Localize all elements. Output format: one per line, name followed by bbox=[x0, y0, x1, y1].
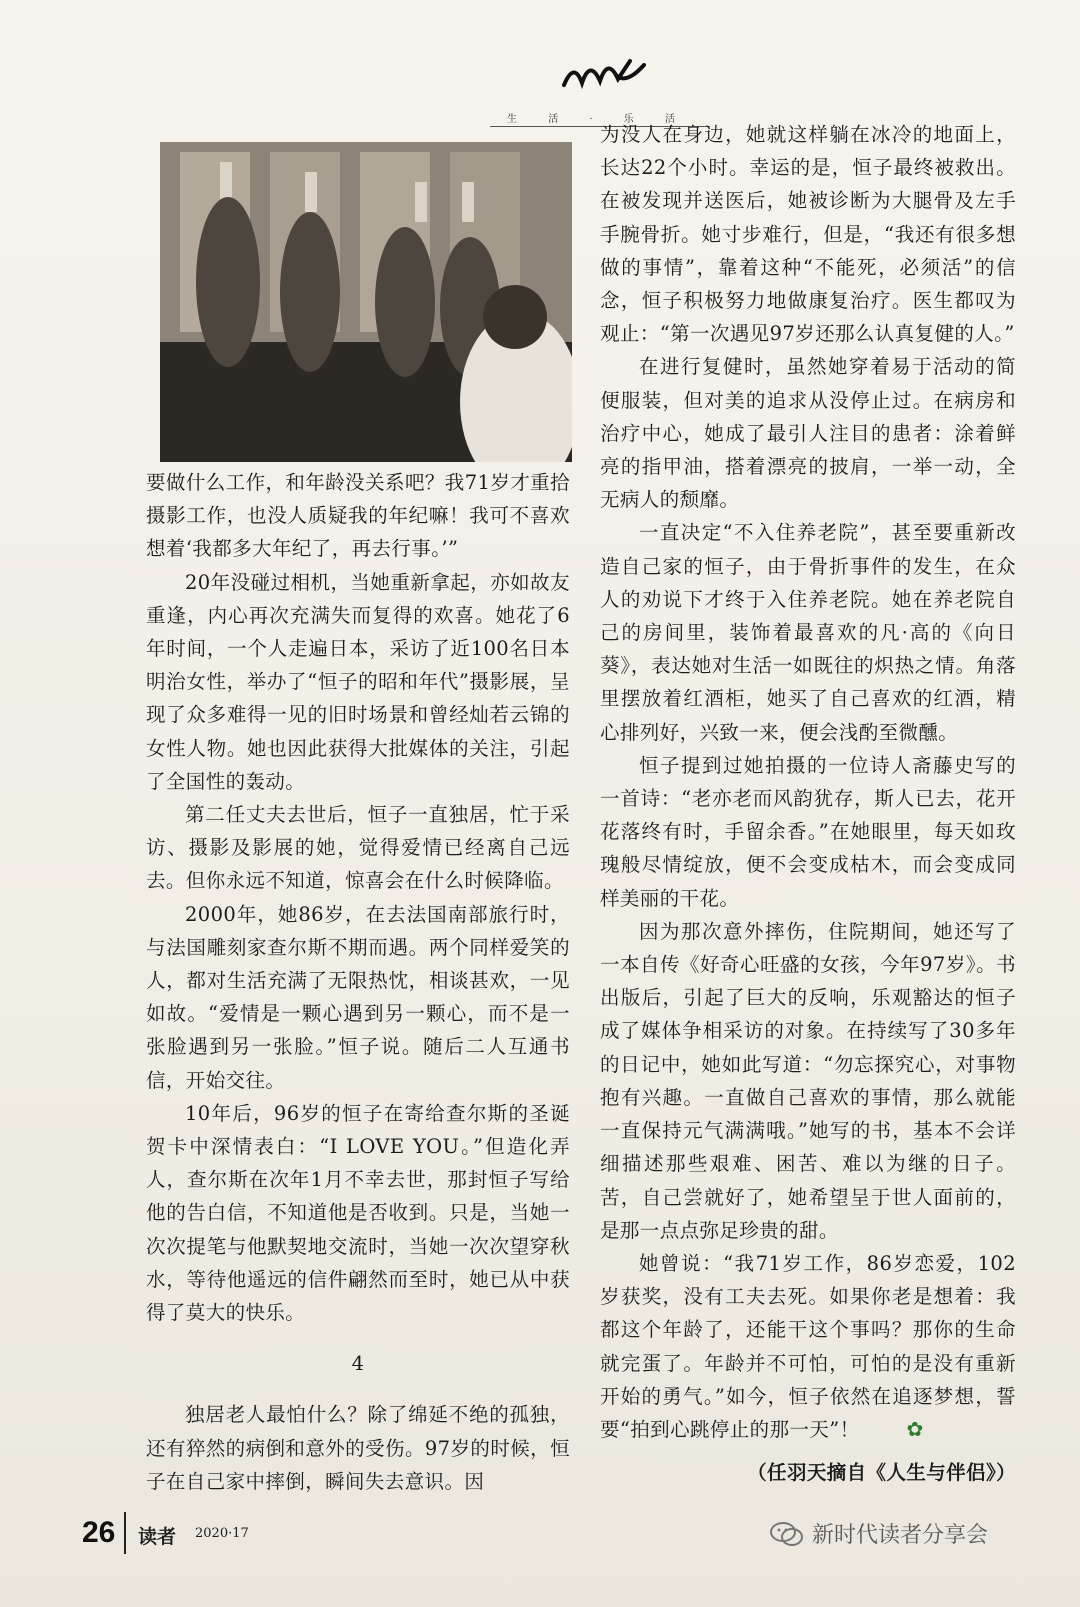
paragraph: 为没人在身边，她就这样躺在冰冷的地面上，长达22个小时。幸运的是，恒子最终被救出。在被发现并送医后，她被诊断为大腿骨及左手手腕骨折。她寸步难行，但是，“我还有很多想做的事情”，靠着这种“不能死，必须活”的信念，恒子积极努力地做康复治疗。医生都叹为观止：“第一次遇见97岁还那么认真复健的人。” bbox=[600, 123, 1016, 346]
column-tag: 生 活 · 乐 活 bbox=[507, 114, 689, 125]
article-photo bbox=[160, 142, 572, 462]
watermark bbox=[770, 1518, 988, 1549]
issue-number: 2020·17 bbox=[195, 1526, 249, 1541]
paragraph: 因为那次意外摔伤，住院期间，她还写了一本自传《好奇心旺盛的女孩，今年97岁》。书出版后，引起了巨大的反响，乐观豁达的恒子成了媒体争相采访的对象。在持续写了30多年的日记中，她如此写道：“勿忘探究心，对事物抱有兴趣。一直做自己喜欢的事情，那么就能一直保持元气满满哦。”她写的书，基本不会详细描述那些艰难、困苦、难以为继的日子。苦，自己尝就好了，她希望呈于世人面前的，是那一点点弥足珍贵的甜。 bbox=[600, 919, 1016, 1242]
source-credit: （任羽天摘自《人生与伴侣》） bbox=[747, 1461, 1016, 1485]
paragraph-text: 她曾说：“我71岁工作，86岁恋爱，102岁获奖，没有工夫去死。如果你老是想着：我都这个年龄了，还能干这个事吗？那你的生命就完蛋了。年龄并不可怕，可怕的是没有重新开始的勇气。”如今，恒子依然在追逐梦想，誓要“拍到心跳停止的那一天”！ bbox=[600, 1251, 1016, 1441]
page-number: 26 bbox=[82, 1516, 116, 1549]
people-doing-headstands-photo-icon bbox=[160, 142, 572, 462]
column-logo-icon bbox=[560, 55, 650, 95]
paragraph: 一直决定“不入住养老院”，甚至要重新改造自己家的恒子，由于骨折事件的发生，在众人的劝说下才终于入住养老院。她在养老院自己的房间里，装饰着最喜欢的凡·高的《向日葵》，表达她对生活一如既往的炽热之情。角落里摆放着红酒柜，她买了自己喜欢的红酒，精心排列好，兴致一来，便会浅酌至微醺。 bbox=[600, 521, 1016, 744]
watermark-text: 新时代读者分享会 bbox=[812, 1523, 989, 1548]
paragraph: 第二任丈夫去世后，恒子一直独居，忙于采访、摄影及影展的她，觉得爱情已经离自己远去。但你永远不知道，惊喜会在什么时候降临。 bbox=[146, 803, 570, 893]
paragraph: 2000年，她86岁，在去法国南部旅行时，与法国雕刻家查尔斯不期而遇。两个同样爱笑的人，都对生活充满了无限热忱，相谈甚欢，一见如故。“爱情是一颗心遇到另一颗心，而不是一张脸遇到另一张脸。”恒子说。随后二人互通书信，开始交往。 bbox=[146, 902, 570, 1092]
end-mark-icon: ✿ bbox=[906, 1416, 924, 1441]
paragraph: 独居老人最怕什么？除了绵延不绝的孤独，还有猝然的病倒和意外的受伤。97岁的时候，恒子在自己家中摔倒，瞬间失去意识。因 bbox=[146, 1403, 570, 1493]
footer-divider bbox=[124, 1512, 126, 1554]
right-text-column bbox=[600, 118, 1016, 1489]
paragraph: 20年没碰过相机，当她重新拿起，亦如故友重逢，内心再次充满失而复得的欢喜。她花了6年时间，一个人走遍日本，采访了近100名日本明治女性，举办了“恒子的昭和年代”摄影展，呈现了众多难得一见的旧时场景和曾经灿若云锦的女性人物。她也因此获得大批媒体的关注，引起了全国性的轰动。 bbox=[146, 570, 570, 793]
left-text-column bbox=[146, 466, 570, 1498]
paragraph bbox=[600, 1247, 1016, 1446]
paragraph: 恒子提到过她拍摄的一位诗人斋藤史写的一首诗：“老亦老而风韵犹存，斯人已去，花开花落终有时，手留余香。”在她眼里，每天如玫瑰般尽情绽放，便不会变成枯木，而会变成同样美丽的干花。 bbox=[600, 753, 1016, 910]
paragraph: 在进行复健时，虽然她穿着易于活动的简便服装，但对美的追求从没停止过。在病房和治疗中心，她成了最引人注目的患者：涂着鲜亮的指甲油，搭着漂亮的披肩，一举一动，全无病人的颓靡。 bbox=[600, 355, 1016, 512]
paragraph: 要做什么工作，和年龄没关系吧？我71岁才重拾摄影工作，也没人质疑我的年纪嘛！我可不喜欢想着‘我都多大年纪了，再去行事。’” bbox=[146, 471, 570, 561]
section-number: 4 bbox=[351, 1352, 365, 1376]
magazine-name: 读者 bbox=[138, 1526, 177, 1548]
paragraph: 10年后，96岁的恒子在寄给查尔斯的圣诞贺卡中深情表白：“I LOVE YOU。”但造化弄人，查尔斯在次年1月不幸去世，那封恒子写给他的告白信，不知道他是否收到。只是，当她一次次提笔与他默契地交流时，当她一次次望穿秋水，等待他遥远的信件翩然而至时，她已从中获得了莫大的快乐。 bbox=[146, 1101, 570, 1325]
wechat-icon bbox=[770, 1521, 804, 1547]
